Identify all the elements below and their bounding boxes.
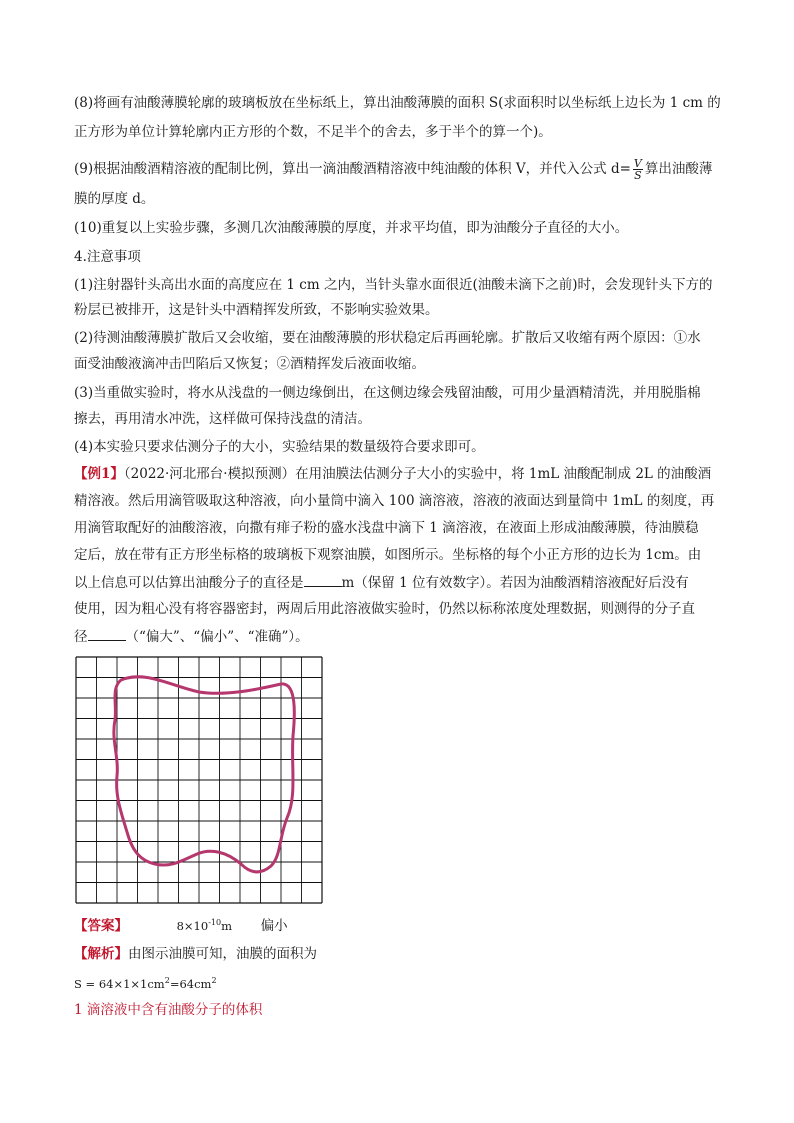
example-text-5b: m（保留 1 位有效数字）。若因为油酸酒精溶液配好后没有 — [341, 575, 689, 591]
example-line-7 — [74, 628, 724, 646]
fraction-denominator: S — [634, 169, 642, 182]
para-9-line-1 — [74, 158, 724, 181]
example-line-5 — [74, 574, 724, 592]
note-3-line-1: (3)当重做实验时，将水从浅盘的一侧边缘倒出，在这侧边缘会残留油酸，可用少量酒精清洗，并用脱脂棉 — [74, 385, 701, 401]
analysis-next-line: 1 滴溶液中含有油酸分子的体积 — [74, 1002, 263, 1018]
note-3-line-2: 擦去，再用清水冲洗，这样做可保持浅盘的清洁。 — [74, 411, 371, 427]
note-4: (4)本实验只要求估测分子的大小，实验结果的数量级符合要求即可。 — [74, 439, 485, 455]
answer-exponent: -10 — [208, 918, 222, 928]
oil-film-grid-figure — [75, 656, 323, 904]
formula-part-b: =64cm — [169, 977, 212, 991]
analysis-label: 【解析】 — [74, 946, 128, 962]
para-8-line-2: 正方形为单位计算轮廓内正方形的个数，不足半个的舍去，多于半个的算一个)。 — [74, 124, 552, 140]
para-9-text-b: 算出油酸薄 — [644, 161, 713, 177]
example-label: 【例1】 — [74, 466, 124, 482]
example-text-5a: 以上信息可以估算出油酸分子的直径是 — [74, 575, 304, 591]
example-line-4: 定后，放在带有正方形坐标格的玻璃板下观察油膜，如图所示。坐标格的每个小正方形的边长为 1cm。由 — [74, 547, 702, 563]
answer-value-2: 偏小 — [260, 918, 288, 934]
example-line-2: 精溶液。然后用滴管吸取这种溶液，向小量筒中滴入 100 滴溶液，溶液的液面达到量筒中 1mL 的刻度，再 — [74, 493, 715, 509]
example-text-1: （2022·河北邢台·模拟预测）在用油膜法估测分子大小的实验中，将 1mL 油酸配制成 2L 的油酸酒 — [123, 466, 712, 482]
answer-blank-2 — [88, 628, 126, 641]
answer-blank-1 — [304, 574, 342, 587]
oil-film-outline — [114, 677, 294, 872]
formula-sup-1: 2 — [164, 976, 170, 986]
answer-unit: m — [221, 919, 232, 933]
example-line-1 — [74, 466, 724, 483]
analysis-line — [74, 946, 724, 963]
answer-line — [74, 918, 288, 935]
formula-fraction — [633, 158, 643, 181]
para-9-text-a: (9)根据油酸酒精溶液的配制比例，算出一滴油酸酒精溶液中纯油酸的体积 V，并代入公式 d= — [74, 161, 631, 177]
example-text-7a: 径 — [74, 629, 88, 645]
answer-value — [177, 919, 232, 933]
note-1-line-1: (1)注射器针头高出水面的高度应在 1 cm 之内，当针头靠水面很近(油酸未滴下之前)时，会发现针头下方的 — [74, 277, 713, 293]
analysis-formula — [74, 976, 724, 993]
example-text-7b: （“偏大”、“偏小”、“准确”）。 — [125, 629, 309, 645]
note-2-line-1: (2)待测油酸薄膜扩散后又会收缩，要在油酸薄膜的形状稳定后再画轮廓。扩散后又收缩有两个原因：①水 — [74, 330, 701, 346]
formula-part-a: S = 64×1×1cm — [74, 977, 165, 991]
example-line-6: 使用，因为粗心没有将容器密封，两周后用此溶液做实验时，仍然以标称浓度处理数据，则测得的分子直 — [74, 601, 695, 617]
fraction-numerator: V — [633, 157, 642, 170]
para-8-line-1: (8)将画有油酸薄膜轮廓的玻璃板放在坐标纸上，算出油酸薄膜的面积 S(求面积时以坐标纸上边长为 1 cm 的 — [74, 95, 721, 111]
answer-mantissa: 8×10 — [176, 919, 209, 933]
para-10: (10)重复以上实验步骤，多测几次油酸薄膜的厚度，并求平均值，即为油酸分子直径的大小。 — [74, 220, 629, 236]
grid-svg — [75, 656, 323, 904]
note-2-line-2: 面受油酸液滴冲击凹陷后又恢复；②酒精挥发后液面收缩。 — [74, 356, 425, 372]
para-9-line-2: 膜的厚度 d。 — [74, 191, 155, 207]
answer-label: 【答案】 — [74, 918, 128, 934]
analysis-text: 由图示油膜可知，油膜的面积为 — [128, 946, 317, 962]
formula-sup-2: 2 — [211, 976, 217, 986]
example-line-3: 用滴管取配好的油酸溶液，向撒有痱子粉的盛水浅盘中滴下 1 滴溶液，在液面上形成油酸薄膜，待油膜稳 — [74, 520, 699, 536]
note-1-line-2: 粉层已被排开，这是针头中酒精挥发所致，不影响实验效果。 — [74, 302, 439, 318]
section-title-notes: 4.注意事项 — [74, 249, 141, 265]
